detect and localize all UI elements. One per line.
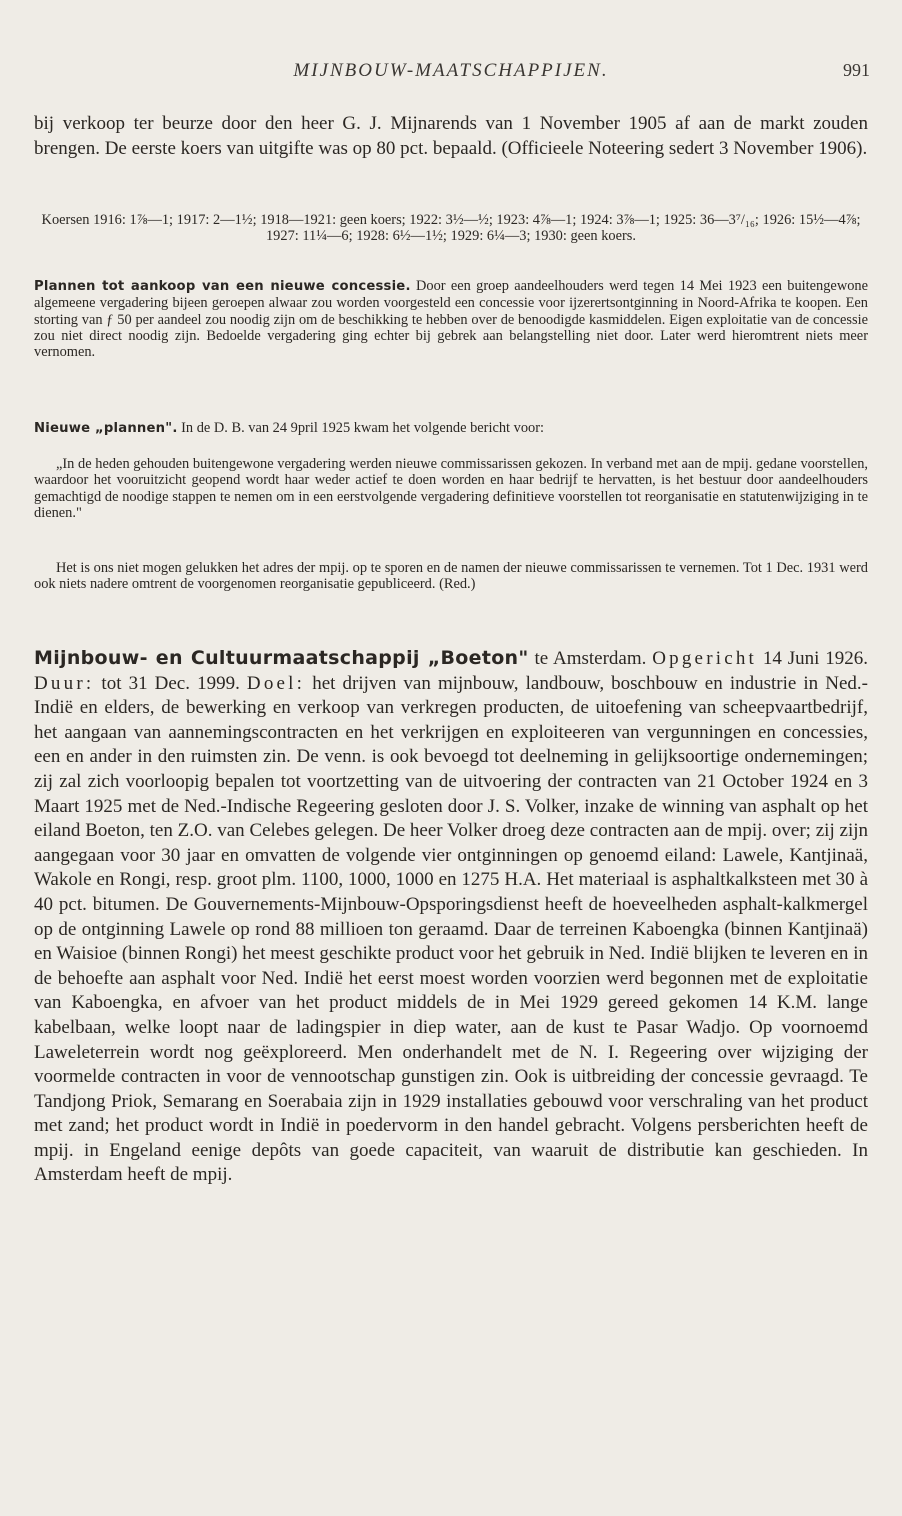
founded-date: 14 Juni 1926. — [757, 648, 869, 669]
new-plans-text: In de D. B. van 24 9pril 1925 kwam het volgende bericht voor: — [177, 420, 545, 436]
intro-paragraph: bij verkoop ter beurze door den heer G. J. Mijnarends van 1 November 1905 af aan de markt zouden brengen. De eerste koers van uitgifte was op 80 pct. bepaald. (Officieele Noteering sedert 3 November 1906). — [34, 113, 868, 159]
new-plans-heading: Nieuwe „plannen". — [34, 421, 178, 436]
running-header — [34, 60, 868, 88]
new-plans-paragraph — [34, 420, 868, 437]
company-location: te Amsterdam. — [528, 648, 653, 669]
duration-value: tot 31 Dec. 1999. — [94, 672, 247, 694]
quoted-report: „In de heden gehouden buitengewone vergadering werden nieuwe commissarissen gekozen. In verband met aan de mpij. gedane voorstellen, waardoor het vooruitzicht geopend wordt haar weder actief te doen worden en haar bedrijf te hervatten, is het bestuur door aandeelhouders gemachtigd de noodige stappen te nemen om in een eerstvolgende vergadering definitieve voorstellen tot reorganisatie en statutenwijziging in te dienen." — [34, 456, 868, 521]
boeton-entry — [34, 646, 868, 1188]
document-page — [34, 0, 868, 1516]
running-title: MIJNBOUW-MAATSCHAPPIJEN. — [293, 60, 609, 81]
purpose-label: Doel: — [246, 672, 306, 694]
price-history: Koersen 1916: 1⅞—1; 1917: 2—1½; 1918—1921: geen koers; 1922: 3½—½; 1923: 4⅞—1; 1924: 3⅞—1; 1925: 36—3⁷/₁₆; 1926: 15½—4⅞; 1927: 11¼—6; 1928: 6½—1½; 1929: 6¼—3; 1930: geen koers. — [41, 212, 861, 245]
company-name: Mijnbouw- en Cultuurmaatschappij „Boeton" — [34, 647, 529, 669]
editor-note: Het is ons niet mogen gelukken het adres der mpij. op te sporen en de namen der nieuwe commissarissen te vernemen. Tot 1 Dec. 1931 werd ook niets nadere omtrent de voorgenomen reorganisatie gepubliceerd. (Red.) — [34, 560, 868, 593]
duration-label: Duur: — [34, 672, 95, 694]
plans-heading: Plannen tot aankoop van een nieuwe concessie. — [34, 279, 411, 294]
page-number: 991 — [843, 60, 870, 80]
founded-label: Opgericht — [652, 648, 758, 669]
plans-text: Door een groep aandeelhouders werd tegen 14 Mei 1923 een buitengewone algemeene vergadering bijeen geroepen alwaar zou worden voorgesteld een concessie voor ijzerertsontginning in Noord-Afrika te koopen. Een storting van ƒ 50 per aandeel zou noodig zijn om de beschikking te hebben over de benoodigde kasmiddelen. Eigen exploitatie van de concessie zou niet direct noodig zijn. Bedoelde vergadering ging echter bij gebrek aan belangstelling niet door. Later werd hieromtrent niets meer vernomen. — [34, 278, 868, 361]
purpose-text: het drijven van mijnbouw, landbouw, boschbouw en industrie in Ned.-Indië en elders, de bewerking en verkoop van verkregen producten, de uitoefening van scheepvaartbedrijf, het aangaan van aannemingscontracten en het verkrijgen en exploiteeren van vergunningen en concessies, een en ander in den ruimsten zin. De venn. is ook bevoegd tot deelneming in gelijksoortige ondernemingen; zij zal zich voorloopig bepalen tot voortzetting van de uitvoering der contracten van 21 October 1924 en 3 Maart 1925 met de Ned.-Indische Regeering gesloten door J. S. Volker, inzake de winning van asphalt op het eiland Boeton, ten Z.O. van Celebes gelegen. De heer Volker droeg deze contracten aan de mpij. over; zij zijn aangegaan voor 30 jaar en omvatten de volgende vier ontginningen op genoemd eiland: Lawele, Kantjinaä, Wakole en Rongi, resp. groot plm. 1100, 1000, 1000 en 1275 H.A. Het materiaal is asphaltkalksteen met 30 à 40 pct. bitumen. De Gouvernements-Mijnbouw-Opsporingsdienst heeft de hoeveelheden asphalt-kalkmergel op de ontginning Lawele op rond 88 millioen ton geraamd. Daar de terreinen Kaboengka (binnen Kantjinaä) en Waisioe (binnen Rongi) het meest geschikte product voor het gebruik in Ned. Indië blijken te leveren en in de behoefte aan asphalt voor Ned. Indië het eerst moest worden voorzien werd begonnen met de exploitatie van Kaboengka, en afvoer van het product middels de in Mei 1929 gereed gekomen 14 K.M. lange kabelbaan, welke loopt naar de ladingspier in diep water, aan de kust te Pasar Wadjo. Op voornoemd Laweleterrein wordt nog geëxploreerd. Men onderhandelt met de N. I. Regeering over wijziging der voormelde contracten in voor de vennootschap gunstigen zin. Ook is uitbreiding der concessie gevraagd. Te Tandjong Priok, Semarang en Soerabaia zijn in 1929 installaties gebouwd voor verschraling van het product met zand; het product wordt in Indië in poedervorm in den handel gebracht. Volgens persberichten heeft de mpij. in Engeland eenige depôts van goede capaciteit, van waaruit de distributie kan geschieden. In Amsterdam heeft de mpij. — [34, 672, 868, 1186]
plans-paragraph — [34, 278, 868, 360]
